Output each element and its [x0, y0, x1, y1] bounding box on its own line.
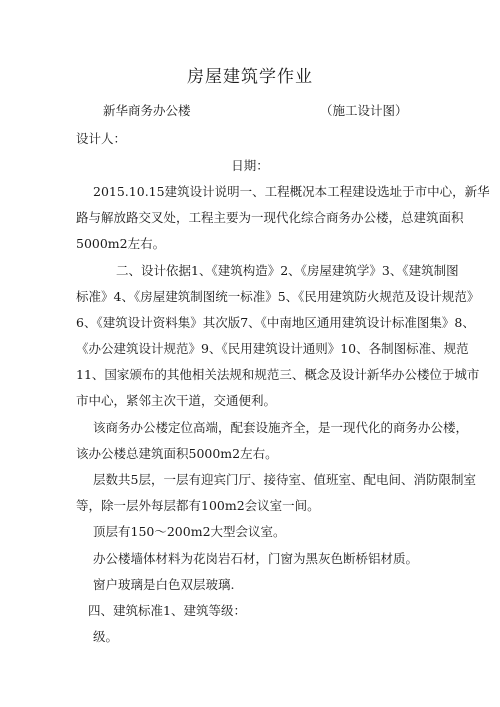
body-line: 层数共5层，一层有迎宾门厅、接待室、值班室、配电间、消防限制室	[93, 472, 476, 487]
body-line: 二、设计依据1、《建筑构造》2、《房屋建筑学》3、《建筑制图	[116, 263, 459, 278]
drawing-stage: （施工设计图）	[320, 103, 408, 118]
body-line: 6、《建筑设计资料集》其次版7、《中南地区通用建筑设计标准图集》8、	[76, 315, 475, 330]
body-line: 11、国家颁布的其他相关法规和规范三、概念及设计新华办公楼位于城市	[76, 367, 480, 382]
body-line: 办公楼墙体材料为花岗岩石材，门窗为黑灰色断桥铝材质。	[93, 551, 419, 566]
section-heading: 四、建筑标准1、建筑等级：	[88, 603, 246, 618]
body-line: 标准》4、《房屋建筑制图统一标准》5、《民用建筑防火规范及设计规范》	[76, 289, 480, 304]
body-line: 市中心，紧邻主次干道，交通便利。	[76, 393, 277, 408]
date-label: 日期：	[231, 158, 269, 173]
body-line: 窗户玻璃是白色双层玻璃.	[93, 577, 235, 592]
body-line: 该商务办公楼定位高端，配套设施齐全，是一现代化的商务办公楼，	[93, 420, 469, 435]
body-line: 等，除一层外每层都有100m2会议室一间。	[76, 498, 320, 513]
designer-label: 设计人：	[76, 131, 127, 146]
body-line: 顶层有150～200m2大型会议室。	[93, 524, 286, 539]
body-line: 2015.10.15建筑设计说明一、工程概况本工程建设选址于市中心，新华	[93, 184, 490, 199]
body-line: 该办公楼总建筑面积5000m2左右。	[76, 446, 278, 461]
project-name: 新华商务办公楼	[103, 103, 191, 118]
body-line: 5000m2左右。	[76, 236, 166, 251]
body-line: 《办公建筑设计规范》9、《民用建筑设计通则》10、各制图标准、规范	[76, 341, 469, 356]
body-line: 级。	[93, 629, 119, 644]
body-line: 路与解放路交叉处，工程主要为一现代化综合商务办公楼，总建筑面积	[76, 210, 464, 225]
document-title: 房屋建筑学作业	[187, 67, 313, 87]
